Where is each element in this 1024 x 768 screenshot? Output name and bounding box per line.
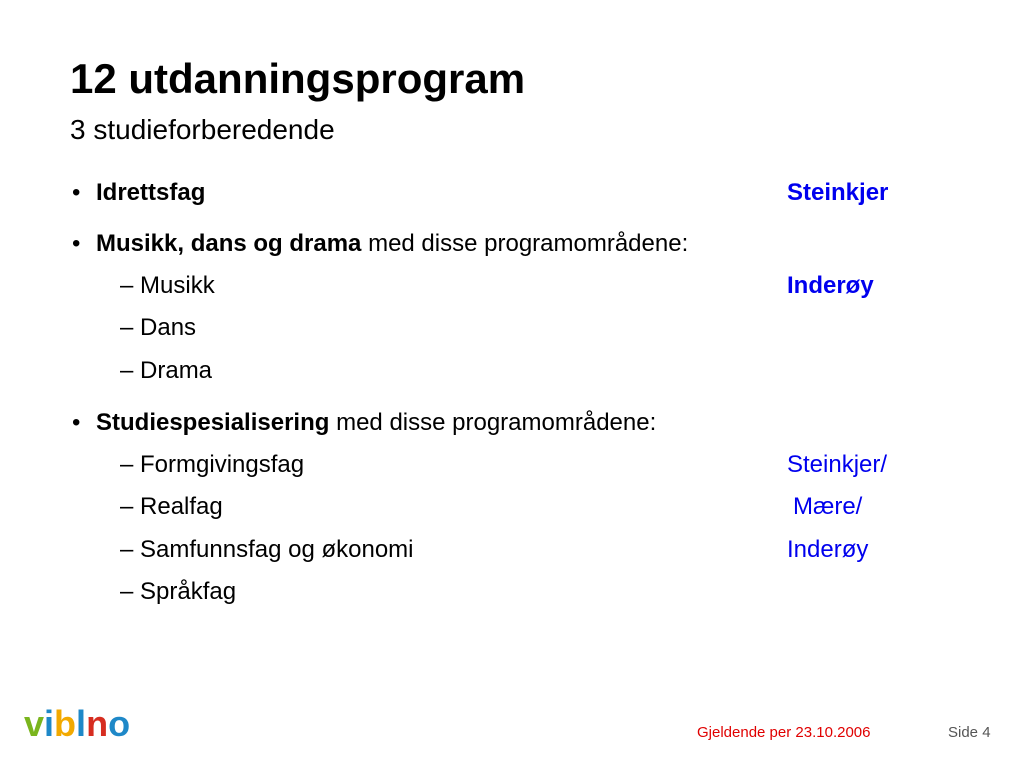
logo-letter: o [108, 703, 131, 744]
logo-letter: v [24, 703, 45, 744]
list-item-studiespesialisering [96, 411, 656, 435]
subitem-drama: – Drama [120, 357, 213, 384]
bullet-marker: • [72, 230, 81, 257]
subitem-formgivingsfag: – Formgivingsfag [120, 451, 305, 478]
bullet-marker: • [72, 179, 81, 206]
location-inderoy: Inderøy [787, 536, 869, 563]
location-maere: Mære/ [793, 493, 863, 520]
item-rest-text: med disse programområdene: [329, 409, 657, 436]
list-item-idrettsfag [96, 181, 205, 205]
bullet-marker: • [72, 409, 81, 436]
viblno-logo [24, 703, 131, 744]
item-bold-text: Musikk, dans og drama [96, 230, 362, 257]
list-item-musikk-dans-drama [96, 232, 688, 256]
logo-letter: b [54, 703, 77, 744]
footer-date: Gjeldende per 23.10.2006 [697, 724, 871, 741]
subitem-realfag: – Realfag [120, 493, 223, 520]
logo-letter: n [86, 703, 109, 744]
location-steinkjer: Steinkjer [787, 179, 889, 206]
subitem-sprakfag: – Språkfag [120, 578, 237, 605]
logo-letter: l [76, 703, 87, 744]
location-steinkjer-slash: Steinkjer/ [787, 451, 888, 478]
slide-title: 12 utdanningsprogram [70, 55, 526, 102]
logo-letter: i [44, 703, 55, 744]
subitem-samfunnsfag: – Samfunnsfag og økonomi [120, 536, 414, 563]
item-bold-text: Idrettsfag [96, 179, 206, 206]
item-bold-text: Studiespesialisering [96, 409, 330, 436]
location-inderoy-bold: Inderøy [787, 272, 874, 299]
subitem-dans: – Dans [120, 314, 197, 341]
subitem-musikk: – Musikk [120, 272, 215, 299]
item-rest-text: med disse programområdene: [361, 230, 689, 257]
page-number: Side 4 [948, 724, 991, 741]
slide-subtitle: 3 studieforberedende [70, 114, 335, 145]
